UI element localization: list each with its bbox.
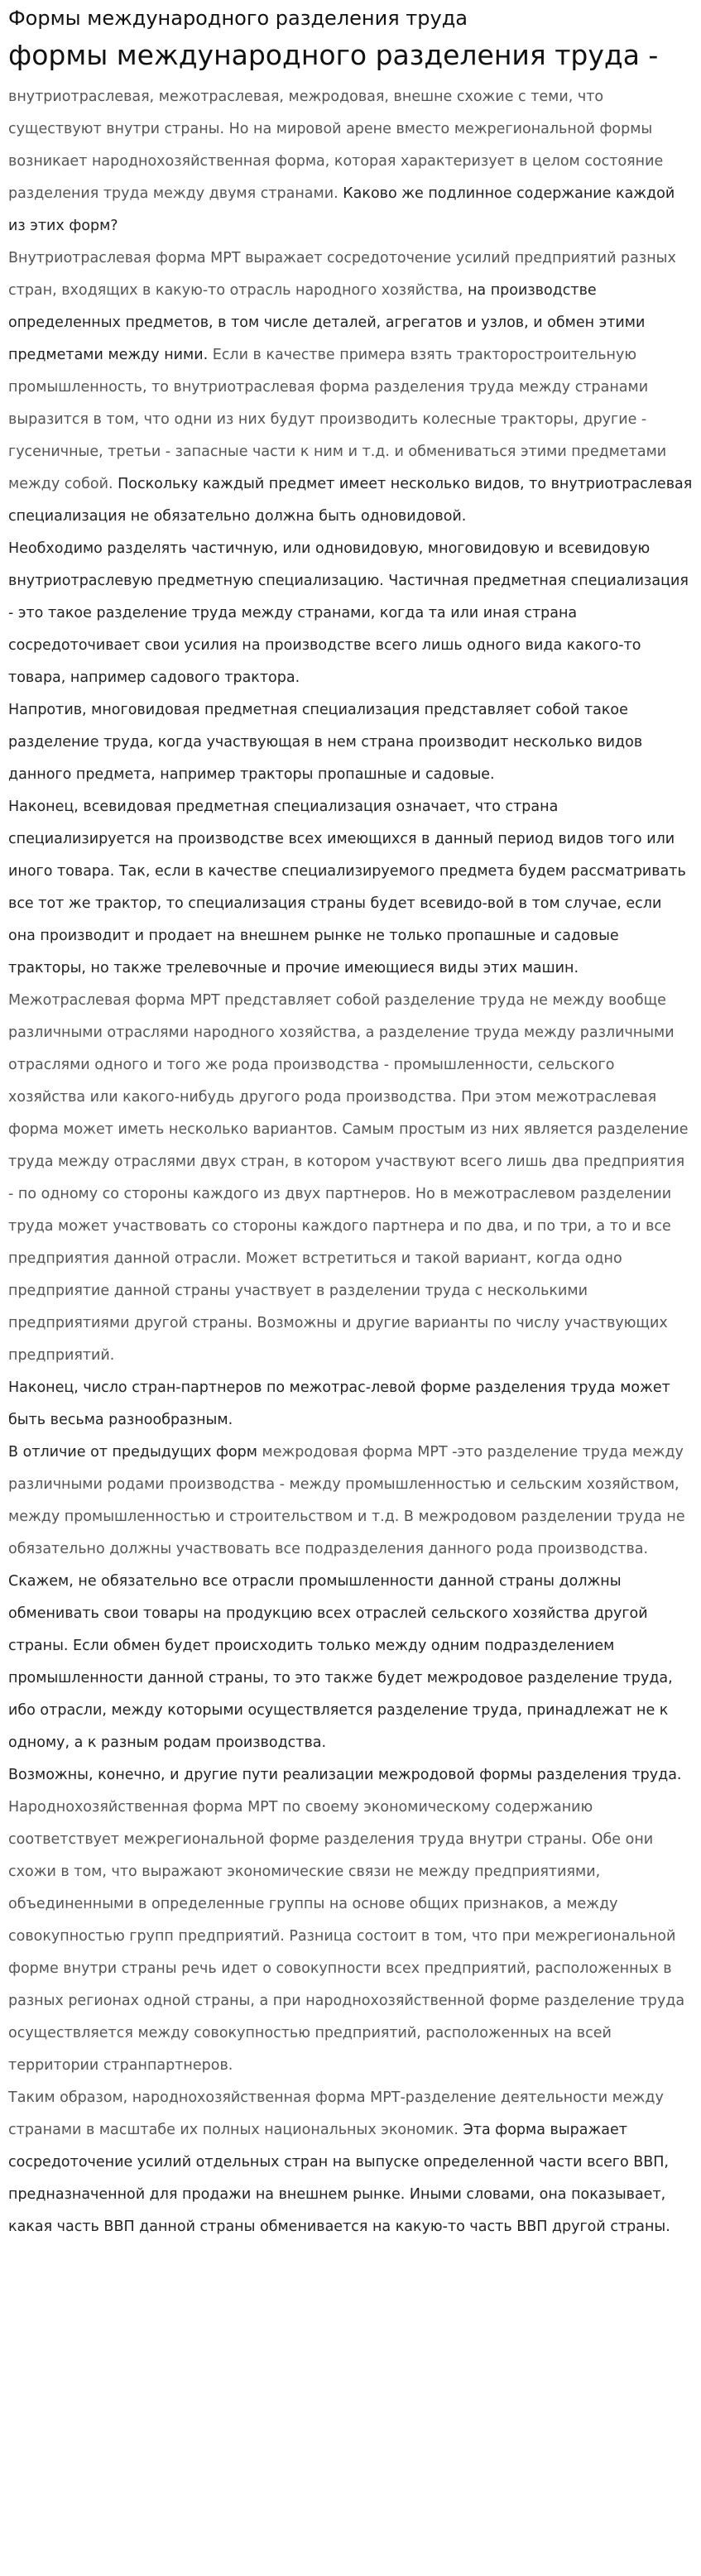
paragraph xyxy=(8,791,693,985)
section-heading: формы международного разделения труда - xyxy=(8,39,659,71)
text-segment: Внутриотраслевая форма МРТ выражает сосредоточение усилий предприятий разных стран, входящих в какую-то отрасль народного хозяйства, xyxy=(8,250,676,299)
text-segment: Поскольку каждый предмет имеет несколько видов, то внутриотраслевая специализация не обязательно должна быть одновидовой. xyxy=(8,476,693,525)
text-segment: Необходимо разделять частичную, или одновидовую, многовидовую и всевидовую внутриотраслевую предметную специализацию. Частичная предметная специализация - это такое разделение труда между странами, когда та или иная страна сосредоточивает свои усилия на производстве всего лишь одного вида какого-то товара, например садового трактора. xyxy=(8,540,689,686)
text-segment: Эта форма выражает сосредоточение усилий отдельных стран на выпуске определенной части всего ВВП, предназначенной для продажи на внешнем рынке. Иными словами, она показывает, какая часть ВВП данной страны обменивается на какую-то часть ВВП другой страны. xyxy=(8,2122,670,2235)
paragraph xyxy=(8,1759,693,2082)
text-segment: внутриотраслевая, межотраслевая, межродовая, внешне схожие с теми, что существуют внутри страны. Но на мировой арене вместо межрегиональной формы возникает народнохозяйственная форма, которая характеризует в целом состояние разделения труда между двумя странами. xyxy=(8,89,664,202)
text-segment: Народнохозяйственная форма МРТ по своему экономическому содержанию соответствует межрегиональной форме разделения труда внутри страны. Обе они схожи в том, что выражают экономические связи не между предприятиями, объединенными в определенные группы на основе общих признаков, а между совокупностью групп предприятий. Разница состоит в том, что при межрегиональной форме внутри страны речь идет о совокупности всех предприятий, расположенных в разных регионах одной страны, а при народнохозяйственной форме разделение труда осуществляется между совокупностью предприятий, расположенных на всей территории странпартнеров. xyxy=(8,1799,685,2074)
paragraph xyxy=(8,81,693,242)
text-segment: Наконец, всевидовая предметная специализация означает, что страна специализируется на производстве всех имеющихся в данный период видов того или иного товара. Так, если в качестве специализируемого предмета будем рассматривать все тот же трактор, то специализация страны будет всевидо-вой в том случае, если она производит и продает на внешнем рынке не только пропашные и садовые тракторы, но также трелевочные и прочие имеющиеся виды этих машин. xyxy=(8,799,686,976)
paragraph xyxy=(8,242,693,533)
paragraph xyxy=(8,1437,693,1759)
paragraph xyxy=(8,985,693,1372)
text-segment: В отличие от предыдущих форм xyxy=(8,1444,257,1461)
paragraph xyxy=(8,2082,693,2243)
article-body xyxy=(8,81,693,2243)
paragraph xyxy=(8,1372,693,1437)
page-title: Формы международного разделения труда xyxy=(8,7,468,30)
text-segment: Если в качестве примера взять тракторостроительную промышленность, то внутриотраслевая форма разделения труда между странами выразится в том, что одни из них будут производить колесные тракторы, другие - гусеничные, третьи - запасные части к ним и т.д. и обмениваться этими предметами между собой. xyxy=(8,347,667,492)
paragraph xyxy=(8,533,693,694)
text-segment: Межотраслевая форма МРТ представляет собой разделение труда не между вообще различными отраслями народного хозяйства, а разделение труда между различными отраслями одного и того же рода производства - промышленности, сельского хозяйства или какого-нибудь другого рода производства. При этом межотраслевая форма может иметь несколько вариантов. Самым простым из них является разделение труда между отраслями двух стран, в котором участвуют всего лишь два предприятия - по одному со стороны каждого из двух партнеров. Но в межотраслевом разделении труда может участвовать со стороны каждого партнера и по два, и по три, а то и все предприятия данной отрасли. Может встретиться и такой вариант, когда одно предприятие данной страны участвует в разделении труда с несколькими предприятиями другой страны. Возможны и другие варианты по числу участвующих предприятий. xyxy=(8,992,689,1364)
text-segment: Скажем, не обязательно все отрасли промышленности данной страны должны обменивать свои товары на продукцию всех отраслей сельского хозяйства другой страны. Если обмен будет происходить только между одним подразделением промышленности данной страны, то это также будет межродовое разделение труда, ибо отрасли, между которыми осуществляется разделение труда, принадлежат не к одному, а к разным родам производства. xyxy=(8,1573,673,1751)
text-segment: Таким образом, народнохозяйственная форма МРТ-разделение деятельности между странами в масштабе их полных национальных экономик. xyxy=(8,2089,664,2138)
text-segment: Напротив, многовидовая предметная специализация представляет собой такое разделение труда, когда участвующая в нем страна производит несколько видов данного предмета, например тракторы пропашные и садовые. xyxy=(8,702,643,783)
text-segment: Каково же подлинное содержание каждой из этих форм? xyxy=(8,185,675,234)
paragraph xyxy=(8,694,693,791)
text-segment: Возможны, конечно, и другие пути реализации межродовой формы разделения труда. xyxy=(8,1767,682,1783)
text-segment: Наконец, число стран-партнеров по межотрас-левой форме разделения труда может быть весьма разнообразным. xyxy=(8,1379,670,1428)
text-segment: межродовая форма МРТ -это разделение труда между различными родами производства - между промышленностью и сельским хозяйством, между промышленностью и строительством и т.д. В межродовом разделении труда не обязательно должны участвовать все подразделения данного рода производства. xyxy=(8,1444,685,1557)
text-segment: на производстве определенных предметов, в том числе деталей, агрегатов и узлов, и обмен этими предметами между ними. xyxy=(8,282,646,363)
